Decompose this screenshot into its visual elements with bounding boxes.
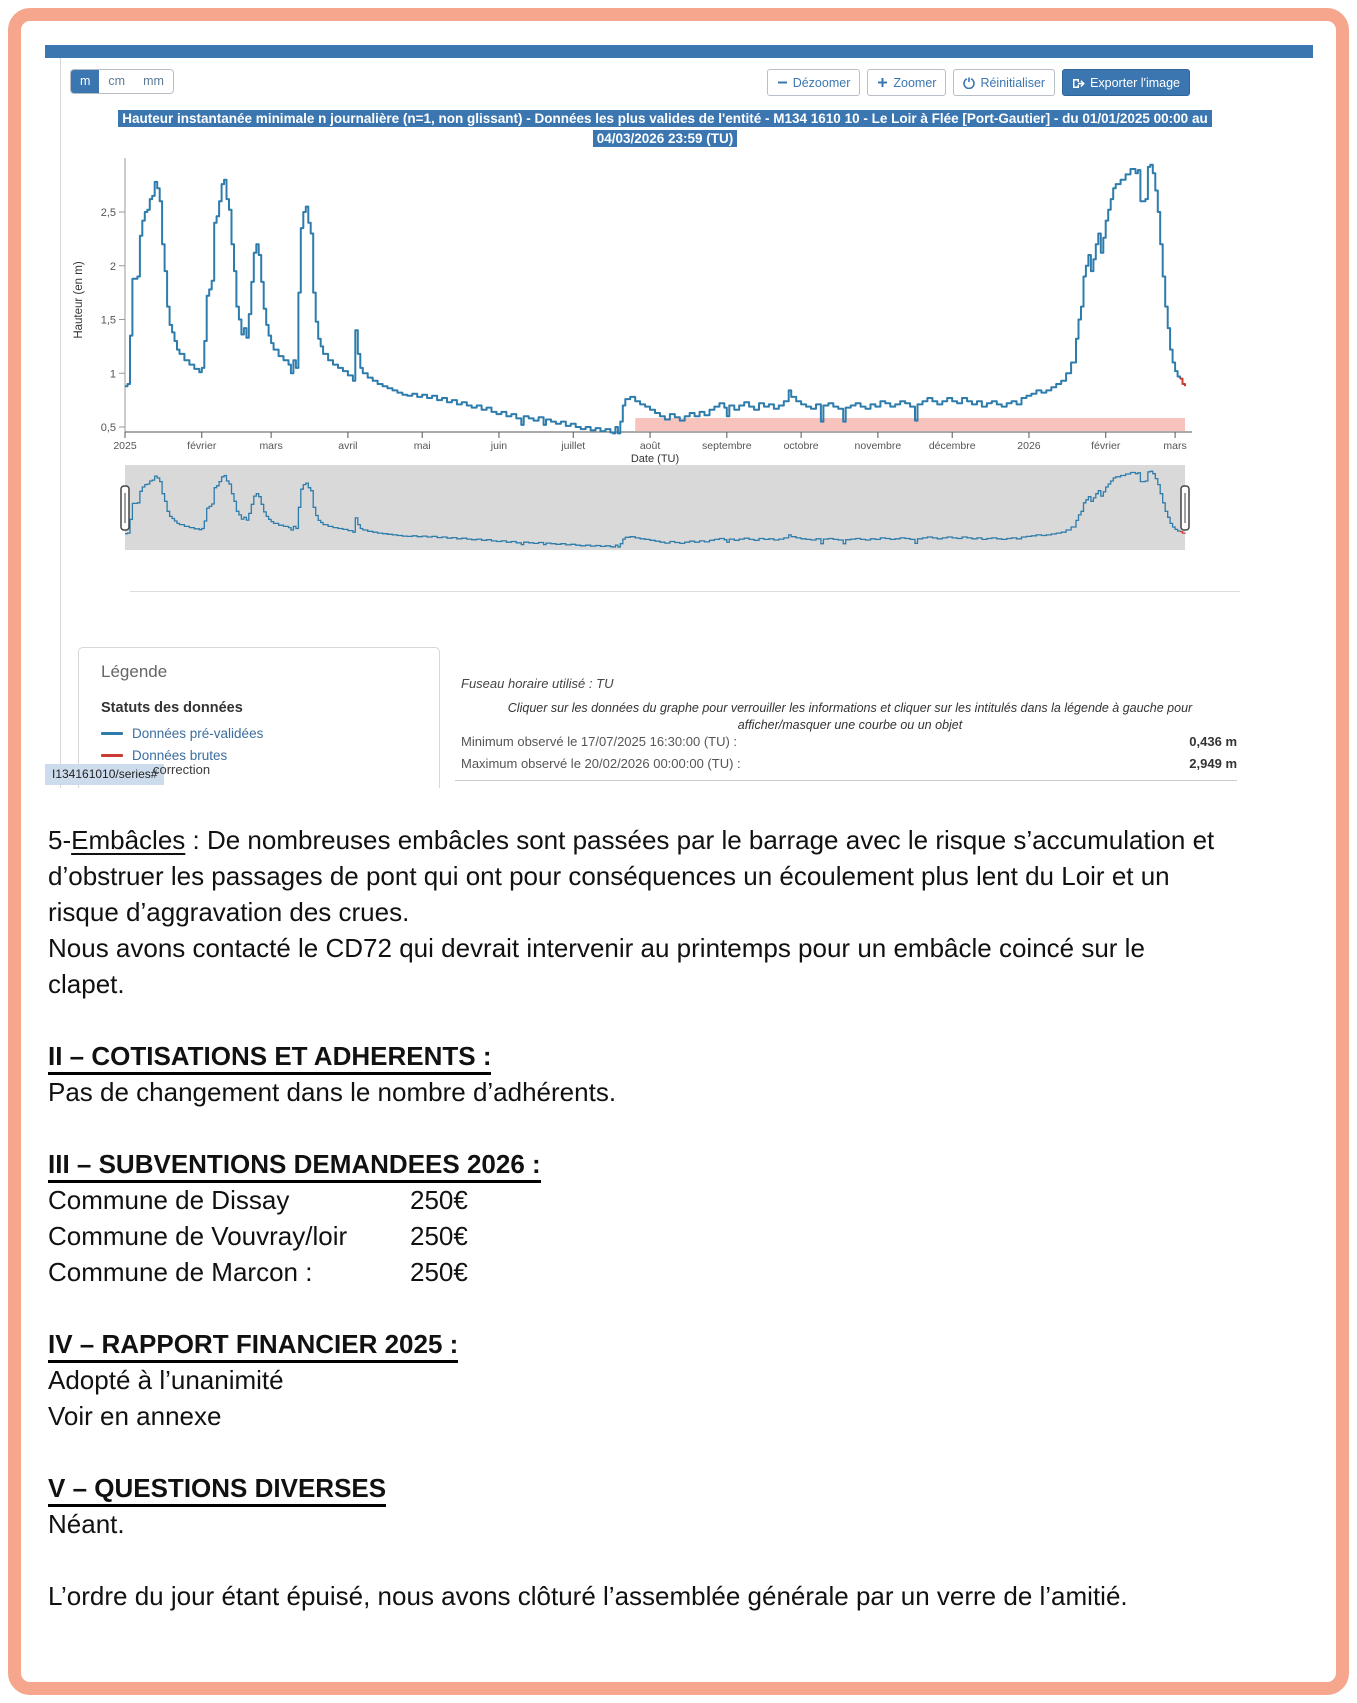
svg-text:1,5: 1,5 bbox=[100, 314, 116, 327]
svg-text:avril: avril bbox=[338, 440, 358, 452]
chart-instruction: Cliquer sur les données du graphe pour verrouiller les informations et cliquer sur les intitulés dans la légende à gauche pour afficher/masquer une courbe ou un objet bbox=[507, 701, 1193, 732]
svg-text:mars: mars bbox=[1163, 440, 1187, 452]
zoom-button[interactable] bbox=[867, 69, 946, 96]
section-heading: IV – RAPPORT FINANCIER 2025 : bbox=[48, 1326, 1310, 1362]
series-Données brutes bbox=[1180, 379, 1185, 387]
svg-text:mai: mai bbox=[413, 440, 431, 452]
maximum-observed-label: Maximum observé le 20/02/2026 00:00:00 (TU) : bbox=[461, 756, 741, 771]
svg-text:1: 1 bbox=[109, 368, 116, 381]
hydrograph-chart[interactable] bbox=[60, 150, 1300, 605]
zoom-label: Zoomer bbox=[893, 75, 937, 90]
legend-item-label: Données pré-validées bbox=[132, 726, 264, 741]
paragraph: L’ordre du jour étant épuisé, nous avons clôturé l’assemblée générale par un verre de l’amitié. bbox=[48, 1581, 1128, 1611]
chart-toolbar bbox=[767, 69, 1190, 96]
svg-text:2026: 2026 bbox=[1017, 440, 1041, 452]
document-body bbox=[48, 822, 1310, 1614]
status-bar-url: I134161010/series# bbox=[45, 764, 164, 785]
maximum-observed-row bbox=[461, 756, 1237, 771]
paragraph: Néant. bbox=[48, 1509, 125, 1539]
info-panel-divider bbox=[455, 780, 1237, 781]
svg-text:février: février bbox=[1091, 440, 1121, 452]
lacune-band bbox=[635, 418, 1185, 431]
svg-text:mars: mars bbox=[259, 440, 283, 452]
blue-line-swatch bbox=[101, 732, 123, 735]
svg-text:novembre: novembre bbox=[854, 440, 902, 452]
svg-text:Date (TU): Date (TU) bbox=[630, 453, 680, 465]
hydro-app-screenshot bbox=[45, 45, 1313, 788]
red-line-swatch bbox=[101, 754, 123, 757]
subvention-row bbox=[48, 1254, 1310, 1290]
export-icon bbox=[1072, 77, 1085, 89]
subvention-amount: 250€ bbox=[410, 1257, 468, 1287]
subvention-amount: 250€ bbox=[410, 1185, 468, 1215]
reset-button[interactable] bbox=[953, 69, 1055, 96]
svg-text:2025: 2025 bbox=[113, 440, 137, 452]
paragraph: Nous avons contacté le CD72 qui devrait intervenir au printemps pour un embâcle coincé sur le clapet. bbox=[48, 933, 1145, 999]
unit-button-m[interactable]: m bbox=[71, 70, 99, 93]
svg-text:octobre: octobre bbox=[783, 440, 819, 452]
series-Données pré-validées bbox=[125, 165, 1180, 434]
section-heading: V – QUESTIONS DIVERSES bbox=[48, 1470, 1310, 1506]
export-image-button[interactable] bbox=[1062, 69, 1190, 96]
svg-text:Hauteur (en m): Hauteur (en m) bbox=[73, 261, 85, 339]
dezoom-label: Dézoomer bbox=[792, 75, 851, 90]
paragraph: Adopté à l’unanimité Voir en annexe bbox=[48, 1365, 284, 1431]
svg-text:juillet: juillet bbox=[561, 440, 586, 452]
minimum-observed-label: Minimum observé le 17/07/2025 16:30:00 (TU) : bbox=[461, 734, 738, 749]
power-icon bbox=[963, 77, 975, 89]
paragraph: Pas de changement dans le nombre d’adhérents. bbox=[48, 1077, 617, 1107]
legend-correction-label: correction bbox=[153, 762, 211, 777]
dezoom-button[interactable] bbox=[767, 69, 861, 96]
plus-icon bbox=[877, 77, 888, 88]
subvention-amount: 250€ bbox=[410, 1221, 468, 1251]
svg-text:février: février bbox=[187, 440, 217, 452]
svg-text:juin: juin bbox=[490, 440, 508, 452]
unit-button-cm[interactable]: cm bbox=[99, 70, 134, 93]
paragraph: 5-Embâcles : De nombreuses embâcles sont passées par le barrage avec le risque s’accumulation et d’obstruer les passages de pont qui ont pour conséquences un écoulement plus lent du Loir et un risque d’aggravation des crues. bbox=[48, 825, 1215, 927]
legend-item-prevalidated[interactable] bbox=[101, 726, 439, 741]
legend-title: Légende bbox=[101, 662, 168, 681]
minus-icon bbox=[777, 77, 788, 88]
export-label: Exporter l'image bbox=[1090, 75, 1180, 90]
subvention-row bbox=[48, 1182, 1310, 1218]
subvention-row bbox=[48, 1218, 1310, 1254]
svg-text:2: 2 bbox=[109, 260, 116, 273]
subvention-label: Commune de Vouvray/loir bbox=[48, 1221, 348, 1251]
unit-toggle-group bbox=[70, 69, 174, 94]
svg-text:décembre: décembre bbox=[928, 440, 976, 452]
section-heading: III – SUBVENTIONS DEMANDEES 2026 : bbox=[48, 1146, 1310, 1182]
subvention-label: Commune de Dissay bbox=[48, 1185, 290, 1215]
minimum-observed-value: 0,436 m bbox=[1189, 734, 1237, 749]
legend-item-raw[interactable] bbox=[101, 748, 439, 763]
reset-label: Réinitialiser bbox=[980, 75, 1046, 90]
svg-text:septembre: septembre bbox=[702, 440, 752, 452]
subvention-label: Commune de Marcon : bbox=[48, 1257, 313, 1287]
minimum-observed-row bbox=[461, 734, 1237, 749]
maximum-observed-value: 2,949 m bbox=[1189, 756, 1237, 771]
legend-item-label: Données brutes bbox=[132, 748, 228, 763]
section-heading: II – COTISATIONS ET ADHERENTS : bbox=[48, 1038, 1310, 1074]
svg-text:août: août bbox=[639, 440, 661, 452]
legend-group-title: Statuts des données bbox=[101, 700, 243, 716]
unit-button-mm[interactable]: mm bbox=[134, 70, 173, 93]
svg-text:0,5: 0,5 bbox=[100, 422, 116, 434]
chart-title: Hauteur instantanée minimale n journalière (n=1, non glissant) - Données les plus valides de l'entité - M134 1610 10 - Le Loir à Flée [Port-Gautier] - du 01/01/2025 00:00 au 04/03/2026 23:59 (TU) bbox=[100, 109, 1230, 149]
svg-text:2,5: 2,5 bbox=[100, 207, 116, 219]
chart-info-panel bbox=[455, 592, 1245, 788]
timezone-note: Fuseau horaire utilisé : TU bbox=[461, 676, 614, 691]
window-top-bar bbox=[45, 45, 1313, 58]
